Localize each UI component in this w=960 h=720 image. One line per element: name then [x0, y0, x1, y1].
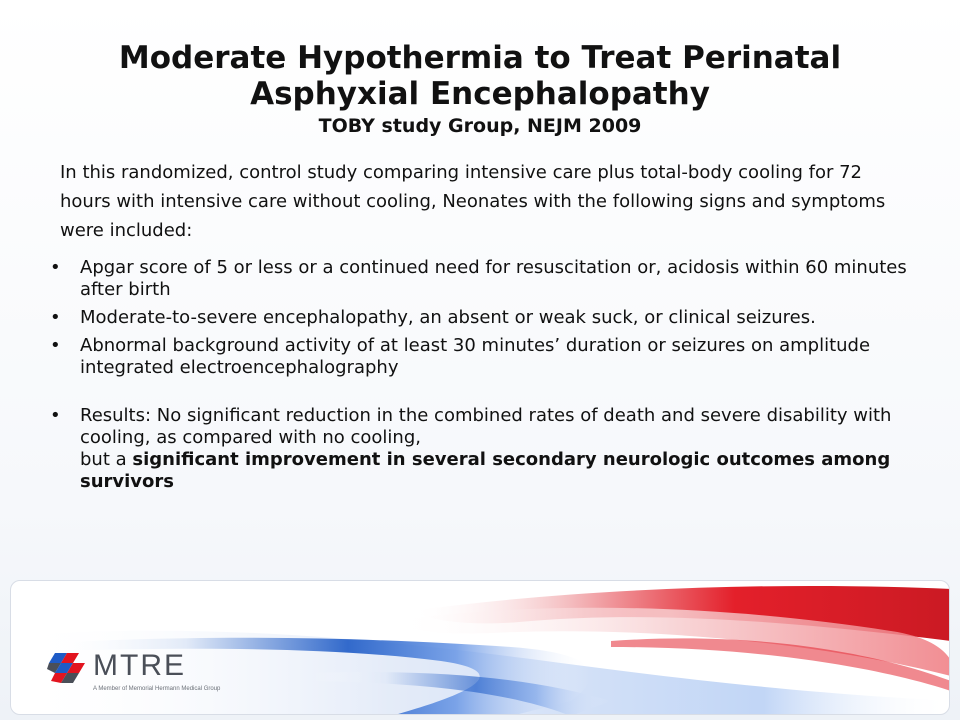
logo-text: MTRE [93, 649, 186, 682]
footer-banner [10, 580, 950, 715]
results-line-2-prefix: but a [80, 449, 127, 470]
bullet-text: Apgar score of 5 or less or a continued need for resuscitation or, acidosis within 60 minutes after birth [80, 257, 907, 300]
bullet-text: Abnormal background activity of at least 30 minutes’ duration or seizures on amplitude integrated electroencephalography [80, 335, 871, 378]
bullet-text: Moderate-to-severe encephalopathy, an absent or weak suck, or clinical seizures. [80, 307, 816, 328]
bullet-list [50, 257, 910, 499]
mtre-chevron-logo-icon [47, 651, 87, 687]
intro-paragraph: In this randomized, control study comparing intensive care plus total-body cooling for 72 hours with intensive care without cooling, Neonates with the following signs and symptoms were included: [60, 162, 886, 241]
title-block [0, 40, 960, 138]
bullet-marker: • [50, 335, 61, 356]
bullet-item [50, 257, 910, 301]
bullet-marker: • [50, 307, 61, 328]
title-line-1: Moderate Hypothermia to Treat Perinatal [118, 40, 842, 76]
title-line-2: Asphyxial Encephalopathy [250, 76, 710, 112]
bullet-item [50, 307, 910, 329]
logo-tagline: A Member of Memorial Hermann Medical Group [93, 686, 221, 692]
slide-title [0, 40, 960, 112]
bullet-item [50, 335, 910, 379]
results-bullet [50, 405, 910, 493]
bullet-marker: • [50, 405, 61, 426]
results-line-1: Results: No significant reduction in the combined rates of death and severe disability with cooling, as compared with no cooling, [80, 405, 892, 448]
results-highlight: significant improvement in several secondary neurologic outcomes among survivors [80, 449, 891, 492]
mtre-logo [47, 645, 247, 705]
bullet-marker: • [50, 257, 61, 278]
slide-subtitle: TOBY study Group, NEJM 2009 [318, 115, 642, 137]
footer-frame [10, 580, 950, 715]
